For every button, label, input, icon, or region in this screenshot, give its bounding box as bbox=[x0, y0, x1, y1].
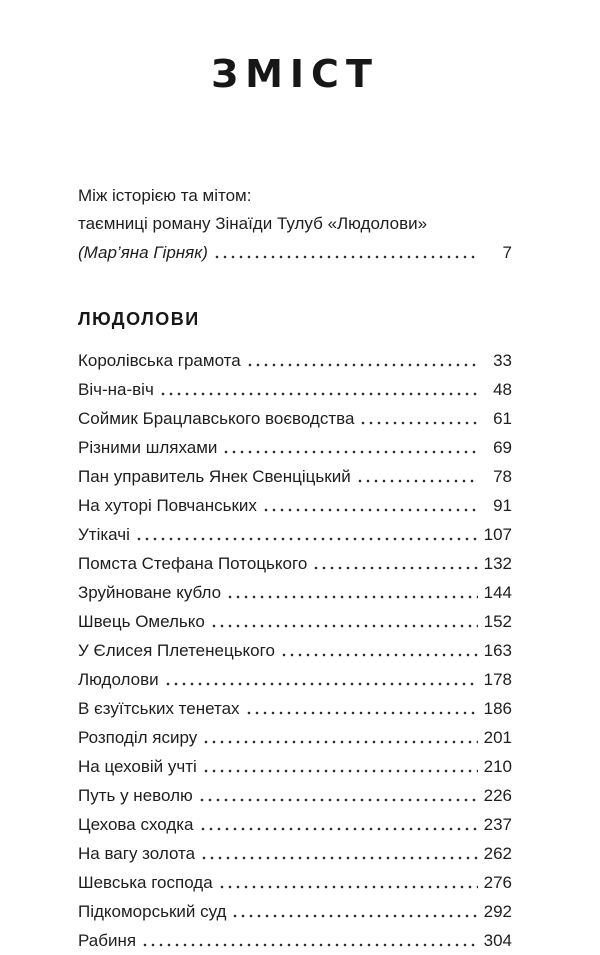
toc-entry bbox=[78, 839, 512, 868]
toc-entry-page: 304 bbox=[483, 931, 512, 950]
toc-entry bbox=[78, 897, 512, 926]
intro-author-row bbox=[78, 238, 512, 267]
toc-entry-title: Цехова сходка bbox=[78, 815, 194, 834]
toc-entry-title: Помста Стефана Потоцького bbox=[78, 554, 308, 573]
toc-entry bbox=[78, 404, 512, 433]
dot-leader bbox=[226, 578, 478, 607]
toc-entry-page: 201 bbox=[483, 728, 512, 747]
toc-entry-title: В єзуїтських тенетах bbox=[78, 699, 240, 718]
dot-leader bbox=[246, 346, 478, 375]
toc-entry bbox=[78, 491, 512, 520]
dot-leader bbox=[210, 607, 478, 636]
toc-entry bbox=[78, 723, 512, 752]
toc-entry bbox=[78, 752, 512, 781]
toc-entry-title: Підкоморський суд bbox=[78, 902, 227, 921]
toc-entry bbox=[78, 926, 512, 955]
toc-entry-title: На вагу золота bbox=[78, 844, 196, 863]
toc-list bbox=[78, 346, 512, 955]
toc-entry-page: 61 bbox=[493, 409, 512, 428]
toc-entry-page: 144 bbox=[483, 583, 512, 602]
toc-entry-title: Соймик Брацлавського воєводства bbox=[78, 409, 355, 428]
intro-page-number: 7 bbox=[502, 243, 512, 262]
toc-entry bbox=[78, 462, 512, 491]
toc-entry-page: 69 bbox=[493, 438, 512, 457]
dot-leader bbox=[356, 462, 478, 491]
toc-entry bbox=[78, 578, 512, 607]
toc-entry-page: 186 bbox=[483, 699, 512, 718]
dot-leader bbox=[280, 636, 478, 665]
toc-entry bbox=[78, 607, 512, 636]
toc-entry bbox=[78, 549, 512, 578]
dot-leader bbox=[202, 752, 478, 781]
toc-entry bbox=[78, 810, 512, 839]
toc-entry bbox=[78, 636, 512, 665]
toc-entry-title: На цеховій учті bbox=[78, 757, 197, 776]
toc-entry-page: 178 bbox=[483, 670, 512, 689]
dot-leader bbox=[202, 723, 478, 752]
dot-leader bbox=[141, 926, 478, 955]
toc-entry-title: На хуторі Повчанських bbox=[78, 496, 257, 515]
toc-entry-page: 210 bbox=[483, 757, 512, 776]
toc-entry-title: Віч-на-віч bbox=[78, 380, 154, 399]
dot-leader bbox=[159, 375, 478, 404]
toc-entry-page: 152 bbox=[483, 612, 512, 631]
dot-leader bbox=[199, 810, 478, 839]
toc-entry-title: Шевська господа bbox=[78, 873, 213, 892]
toc-entry-page: 33 bbox=[493, 351, 512, 370]
toc-entry-title: Зруйноване кубло bbox=[78, 583, 222, 602]
toc-entry bbox=[78, 868, 512, 897]
dot-leader bbox=[359, 404, 478, 433]
toc-entry bbox=[78, 520, 512, 549]
toc-entry bbox=[78, 694, 512, 723]
toc-entry-title: Швець Омелько bbox=[78, 612, 205, 631]
dot-leader bbox=[245, 694, 478, 723]
toc-entry-page: 292 bbox=[483, 902, 512, 921]
dot-leader bbox=[262, 491, 478, 520]
toc-entry bbox=[78, 665, 512, 694]
toc-entry-title: Рабиня bbox=[78, 931, 137, 950]
dot-leader bbox=[200, 839, 478, 868]
toc-entry-page: 48 bbox=[493, 380, 512, 399]
toc-entry-title: У Єлисея Плетенецького bbox=[78, 641, 275, 660]
dot-leader bbox=[222, 433, 478, 462]
intro-author: (Мар’яна Гірняк) bbox=[78, 243, 208, 262]
intro-block bbox=[78, 182, 512, 267]
toc-entry-page: 163 bbox=[483, 641, 512, 660]
intro-line-2: таємниці роману Зінаїди Тулуб «Людолови» bbox=[78, 214, 428, 233]
toc-entry-page: 78 bbox=[493, 467, 512, 486]
toc-entry-title: Людолови bbox=[78, 670, 159, 689]
dot-leader bbox=[312, 549, 478, 578]
toc-entry-title: Пан управитель Янек Свенціцький bbox=[78, 467, 351, 486]
dot-leader bbox=[231, 897, 478, 926]
dot-leader bbox=[218, 868, 478, 897]
dot-leader bbox=[164, 665, 478, 694]
toc-entry-page: 107 bbox=[483, 525, 512, 544]
toc-entry-page: 226 bbox=[483, 786, 512, 805]
toc-entry-title: Різними шляхами bbox=[78, 438, 218, 457]
intro-line-1: Між історією та мітом: bbox=[78, 186, 252, 205]
toc-entry bbox=[78, 433, 512, 462]
toc-entry-page: 276 bbox=[483, 873, 512, 892]
toc-entry-title: Розподіл ясиру bbox=[78, 728, 198, 747]
toc-entry-page: 132 bbox=[483, 554, 512, 573]
dot-leader bbox=[198, 781, 478, 810]
page-title: ЗМІСТ bbox=[211, 52, 379, 96]
toc-entry-page: 262 bbox=[483, 844, 512, 863]
toc-entry-title: Утікачі bbox=[78, 525, 130, 544]
toc-entry bbox=[78, 375, 512, 404]
toc-entry-page: 91 bbox=[493, 496, 512, 515]
toc-entry bbox=[78, 781, 512, 810]
section-heading: ЛЮДОЛОВИ bbox=[78, 309, 200, 329]
toc-entry-page: 237 bbox=[483, 815, 512, 834]
dot-leader bbox=[213, 238, 478, 267]
toc-entry-title: Путь у неволю bbox=[78, 786, 193, 805]
dot-leader bbox=[135, 520, 478, 549]
toc-entry bbox=[78, 346, 512, 375]
toc-entry-title: Королівська грамота bbox=[78, 351, 241, 370]
